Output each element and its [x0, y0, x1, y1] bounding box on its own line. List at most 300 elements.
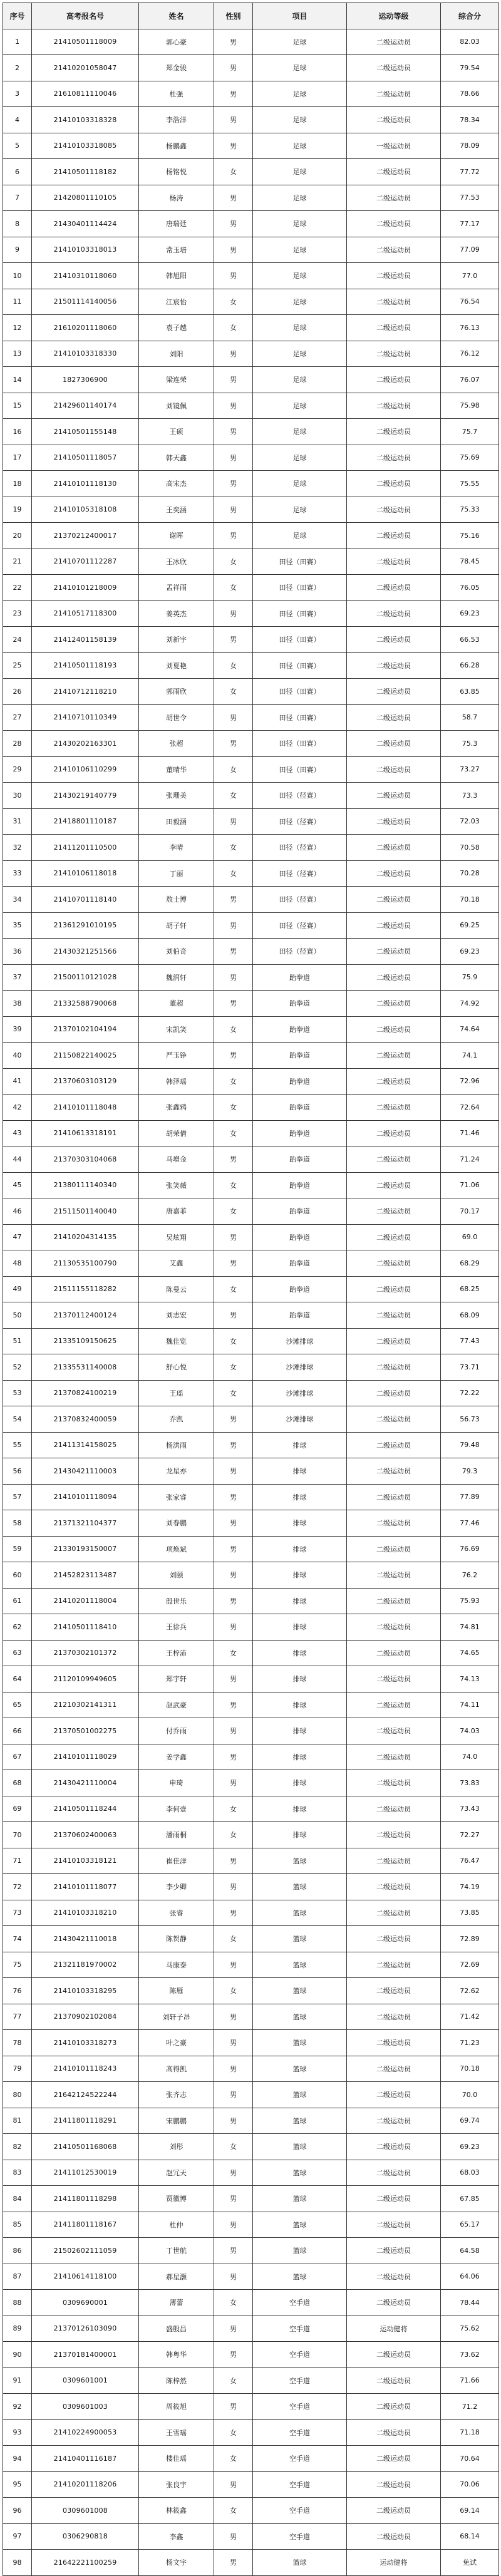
table-row — [3, 1536, 499, 1562]
table-row — [3, 1380, 499, 1406]
cell-name: 宋鹏鹏 — [139, 2108, 214, 2134]
cell-athlete-level: 二级运动员 — [347, 2498, 441, 2524]
cell-sport: 足球 — [253, 315, 347, 341]
cell-athlete-level: 二级运动员 — [347, 939, 441, 965]
cell-name: 叶之豪 — [139, 2030, 214, 2056]
table-row — [3, 783, 499, 809]
cell-total-score: 76.12 — [441, 341, 499, 367]
cell-sex: 男 — [214, 2342, 253, 2368]
cell-sex: 男 — [214, 2212, 253, 2238]
cell-sport: 篮球 — [253, 2134, 347, 2160]
cell-total-score: 77.72 — [441, 159, 499, 185]
cell-index: 86 — [3, 2238, 32, 2264]
cell-index: 88 — [3, 2290, 32, 2316]
cell-athlete-level: 二级运动员 — [347, 1250, 441, 1277]
cell-sex: 男 — [214, 1224, 253, 1250]
cell-name: 刘彤 — [139, 2134, 214, 2160]
cell-athlete-level: 二级运动员 — [347, 1614, 441, 1641]
cell-athlete-level: 二级运动员 — [347, 1718, 441, 1744]
cell-sex: 男 — [214, 2550, 253, 2576]
cell-name: 刘阳 — [139, 341, 214, 367]
cell-index: 57 — [3, 1484, 32, 1510]
cell-total-score: 75.16 — [441, 523, 499, 549]
cell-name: 陈梓然 — [139, 2367, 214, 2394]
table-row — [3, 1250, 499, 1277]
cell-athlete-level: 二级运动员 — [347, 600, 441, 627]
cell-exam-id: 21430421110018 — [32, 1926, 139, 1952]
cell-name: 王梓沛 — [139, 1640, 214, 1666]
cell-name: 胡荣倩 — [139, 1120, 214, 1146]
table-row — [3, 991, 499, 1017]
cell-sex: 男 — [214, 81, 253, 107]
cell-sport: 篮球 — [253, 1848, 347, 1874]
cell-total-score: 69.25 — [441, 912, 499, 939]
cell-sex: 男 — [214, 237, 253, 263]
table-row — [3, 939, 499, 965]
cell-athlete-level: 二级运动员 — [347, 808, 441, 835]
table-row — [3, 2471, 499, 2498]
cell-sport: 足球 — [253, 471, 347, 497]
cell-athlete-level: 运动健将 — [347, 2550, 441, 2576]
cell-sex: 女 — [214, 1328, 253, 1354]
cell-sport: 田径（径赛） — [253, 939, 347, 965]
cell-sex: 女 — [214, 835, 253, 861]
cell-sport: 空手道 — [253, 2290, 347, 2316]
table-row — [3, 263, 499, 289]
cell-exam-id: 21420801110105 — [32, 185, 139, 211]
cell-athlete-level: 一级运动员 — [347, 133, 441, 159]
cell-total-score: 78.66 — [441, 81, 499, 107]
cell-athlete-level: 二级运动员 — [347, 1458, 441, 1485]
cell-exam-id: 21410101118029 — [32, 1744, 139, 1770]
cell-athlete-level: 二级运动员 — [347, 2160, 441, 2186]
cell-exam-id: 21429601140174 — [32, 393, 139, 419]
cell-sport: 排球 — [253, 1536, 347, 1562]
cell-athlete-level: 二级运动员 — [347, 289, 441, 315]
cell-index: 77 — [3, 2004, 32, 2030]
cell-sport: 篮球 — [253, 2004, 347, 2030]
cell-total-score: 69.74 — [441, 2108, 499, 2134]
cell-exam-id: 21452823113487 — [32, 1562, 139, 1589]
cell-sex: 女 — [214, 1016, 253, 1043]
table-row — [3, 1406, 499, 1433]
cell-athlete-level: 二级运动员 — [347, 1952, 441, 1978]
cell-sport: 篮球 — [253, 1900, 347, 1926]
cell-exam-id: 21410501118410 — [32, 1614, 139, 1641]
cell-total-score: 73.85 — [441, 1900, 499, 1926]
table-row — [3, 497, 499, 523]
cell-exam-id: 21411801118291 — [32, 2108, 139, 2134]
cell-index: 81 — [3, 2108, 32, 2134]
cell-name: 郑金骏 — [139, 55, 214, 81]
table-row — [3, 1043, 499, 1069]
cell-sex: 男 — [214, 523, 253, 549]
table-row — [3, 1354, 499, 1381]
cell-exam-id: 0309601001 — [32, 2367, 139, 2394]
cell-sport: 足球 — [253, 419, 347, 445]
cell-index: 52 — [3, 1354, 32, 1381]
cell-index: 51 — [3, 1328, 32, 1354]
cell-athlete-level: 二级运动员 — [347, 1120, 441, 1146]
cell-index: 68 — [3, 1770, 32, 1796]
cell-exam-id: 21410201118206 — [32, 2471, 139, 2498]
cell-sport: 排球 — [253, 1562, 347, 1589]
cell-exam-id: 21500110121028 — [32, 964, 139, 991]
cell-sport: 篮球 — [253, 1952, 347, 1978]
cell-name: 董晴华 — [139, 756, 214, 783]
cell-athlete-level: 二级运动员 — [347, 1043, 441, 1069]
cell-index: 4 — [3, 107, 32, 133]
cell-name: 周筱旭 — [139, 2394, 214, 2420]
cell-exam-id: 21370303104068 — [32, 1146, 139, 1173]
cell-total-score: 74.64 — [441, 1016, 499, 1043]
cell-athlete-level: 二级运动员 — [347, 1224, 441, 1250]
cell-athlete-level: 二级运动员 — [347, 237, 441, 263]
cell-athlete-level: 二级运动员 — [347, 575, 441, 601]
table-row — [3, 2290, 499, 2316]
cell-total-score: 74.65 — [441, 1640, 499, 1666]
cell-sport: 田径（径赛） — [253, 808, 347, 835]
cell-athlete-level: 二级运动员 — [347, 1562, 441, 1589]
cell-total-score: 79.48 — [441, 1432, 499, 1458]
cell-exam-id: 21410101218009 — [32, 575, 139, 601]
cell-sport: 足球 — [253, 445, 347, 471]
cell-sport: 跆拳道 — [253, 1224, 347, 1250]
cell-name: 刘轩子昂 — [139, 2004, 214, 2030]
cell-athlete-level: 二级运动员 — [347, 2134, 441, 2160]
cell-sport: 足球 — [253, 523, 347, 549]
cell-athlete-level: 二级运动员 — [347, 887, 441, 913]
cell-sport: 跆拳道 — [253, 1043, 347, 1069]
cell-sex: 男 — [214, 704, 253, 731]
table-row — [3, 679, 499, 705]
cell-sex: 男 — [214, 887, 253, 913]
cell-total-score: 70.0 — [441, 2082, 499, 2108]
cell-name: 申琦 — [139, 1770, 214, 1796]
cell-sport: 沙滩排球 — [253, 1380, 347, 1406]
cell-exam-id: 21335109150625 — [32, 1328, 139, 1354]
cell-athlete-level: 二级运动员 — [347, 1276, 441, 1302]
table-row — [3, 2030, 499, 2056]
cell-name: 郝星灏 — [139, 2264, 214, 2290]
cell-name: 刘伯奇 — [139, 939, 214, 965]
cell-total-score: 72.96 — [441, 1068, 499, 1095]
cell-name: 王冰欣 — [139, 549, 214, 575]
cell-sex: 男 — [214, 600, 253, 627]
cell-exam-id: 21430401114424 — [32, 211, 139, 237]
cell-index: 49 — [3, 1276, 32, 1302]
table-row — [3, 1822, 499, 1848]
cell-exam-id: 21410712118210 — [32, 679, 139, 705]
cell-exam-id: 21410101118048 — [32, 1095, 139, 1121]
cell-sport: 沙滩排球 — [253, 1406, 347, 1433]
cell-total-score: 78.45 — [441, 549, 499, 575]
cell-index: 40 — [3, 1043, 32, 1069]
cell-athlete-level: 二级运动员 — [347, 756, 441, 783]
cell-sport: 排球 — [253, 1692, 347, 1718]
cell-sex: 男 — [214, 2394, 253, 2420]
table-row — [3, 835, 499, 861]
table-row — [3, 2004, 499, 2030]
cell-index: 50 — [3, 1302, 32, 1329]
cell-index: 48 — [3, 1250, 32, 1277]
cell-athlete-level: 二级运动员 — [347, 1822, 441, 1848]
cell-name: 袁子越 — [139, 315, 214, 341]
cell-athlete-level: 二级运动员 — [347, 211, 441, 237]
cell-total-score: 58.7 — [441, 704, 499, 731]
cell-exam-id: 21335531140008 — [32, 1354, 139, 1381]
cell-sport: 排球 — [253, 1510, 347, 1537]
cell-athlete-level: 二级运动员 — [347, 1770, 441, 1796]
cell-name: 刘镜佩 — [139, 393, 214, 419]
cell-sex: 男 — [214, 2004, 253, 2030]
cell-sport: 跆拳道 — [253, 1250, 347, 1277]
cell-index: 28 — [3, 731, 32, 757]
cell-sport: 排球 — [253, 1588, 347, 1614]
cell-name: 杨涛 — [139, 185, 214, 211]
cell-exam-id: 21410613318191 — [32, 1120, 139, 1146]
cell-sex: 男 — [214, 419, 253, 445]
cell-total-score: 75.62 — [441, 2316, 499, 2342]
cell-exam-id: 1827306900 — [32, 367, 139, 393]
cell-name: 张齐志 — [139, 2082, 214, 2108]
cell-name: 李鑫 — [139, 2523, 214, 2550]
cell-index: 69 — [3, 1796, 32, 1822]
cell-sex: 男 — [214, 1406, 253, 1433]
cell-index: 61 — [3, 1588, 32, 1614]
cell-name: 贾徽博 — [139, 2186, 214, 2212]
table-row — [3, 159, 499, 185]
table-row — [3, 887, 499, 913]
cell-total-score: 72.69 — [441, 1952, 499, 1978]
header-exam-id: 高考报名号 — [32, 3, 139, 29]
cell-total-score: 73.27 — [441, 756, 499, 783]
cell-total-score: 70.28 — [441, 860, 499, 887]
cell-name: 宋凯笑 — [139, 1016, 214, 1043]
cell-name: 崔佳洋 — [139, 1848, 214, 1874]
cell-name: 杨鹏鑫 — [139, 133, 214, 159]
cell-total-score: 73.3 — [441, 783, 499, 809]
cell-sport: 排球 — [253, 1770, 347, 1796]
cell-sex: 女 — [214, 2446, 253, 2472]
cell-exam-id: 21511155118282 — [32, 1276, 139, 1302]
cell-total-score: 69.23 — [441, 600, 499, 627]
table-row — [3, 1692, 499, 1718]
cell-sex: 男 — [214, 1250, 253, 1277]
cell-athlete-level: 二级运动员 — [347, 2419, 441, 2446]
cell-athlete-level: 二级运动员 — [347, 860, 441, 887]
table-row — [3, 2134, 499, 2160]
cell-sex: 女 — [214, 756, 253, 783]
cell-index: 97 — [3, 2523, 32, 2550]
cell-index: 12 — [3, 315, 32, 341]
cell-sex: 男 — [214, 211, 253, 237]
table-row — [3, 1744, 499, 1770]
cell-total-score: 74.11 — [441, 1692, 499, 1718]
cell-index: 71 — [3, 1848, 32, 1874]
cell-total-score: 71.46 — [441, 1120, 499, 1146]
cell-name: 杨洪雨 — [139, 1432, 214, 1458]
cell-sex: 女 — [214, 1926, 253, 1952]
cell-index: 2 — [3, 55, 32, 81]
cell-sex: 男 — [214, 1770, 253, 1796]
table-row — [3, 237, 499, 263]
table-row — [3, 1796, 499, 1822]
cell-sex: 男 — [214, 2238, 253, 2264]
cell-index: 33 — [3, 860, 32, 887]
header-sex: 性别 — [214, 3, 253, 29]
cell-exam-id: 21501114140056 — [32, 289, 139, 315]
cell-total-score: 77.17 — [441, 211, 499, 237]
table-row — [3, 1770, 499, 1796]
cell-exam-id: 21410501155148 — [32, 419, 139, 445]
cell-name: 张睿 — [139, 1900, 214, 1926]
cell-exam-id: 21410103318328 — [32, 107, 139, 133]
table-row — [3, 2160, 499, 2186]
cell-sex: 男 — [214, 808, 253, 835]
cell-sex: 男 — [214, 627, 253, 653]
cell-sport: 足球 — [253, 211, 347, 237]
table-row — [3, 393, 499, 419]
cell-name: 田毅涵 — [139, 808, 214, 835]
cell-total-score: 56.73 — [441, 1406, 499, 1433]
cell-name: 陈雁 — [139, 1978, 214, 2004]
cell-exam-id: 21610201118060 — [32, 315, 139, 341]
cell-exam-id: 0309690001 — [32, 2290, 139, 2316]
table-row — [3, 860, 499, 887]
table-row — [3, 652, 499, 679]
cell-exam-id: 21410105318108 — [32, 497, 139, 523]
cell-sport: 排球 — [253, 1796, 347, 1822]
cell-athlete-level: 二级运动员 — [347, 1380, 441, 1406]
cell-sex: 女 — [214, 1068, 253, 1095]
cell-sex: 男 — [214, 912, 253, 939]
cell-name: 张良宇 — [139, 2471, 214, 2498]
cell-exam-id: 21411314158025 — [32, 1432, 139, 1458]
cell-exam-id: 21410201058047 — [32, 55, 139, 81]
cell-total-score: 免试 — [441, 2550, 499, 2576]
cell-index: 3 — [3, 81, 32, 107]
cell-name: 张笑薇 — [139, 1172, 214, 1198]
cell-exam-id: 21410224900053 — [32, 2419, 139, 2446]
cell-name: 韩粤华 — [139, 2342, 214, 2368]
cell-sex: 女 — [214, 2367, 253, 2394]
cell-exam-id: 0309601008 — [32, 2498, 139, 2524]
cell-index: 79 — [3, 2056, 32, 2082]
cell-sport: 跆拳道 — [253, 1146, 347, 1173]
cell-name: 韩旭阳 — [139, 263, 214, 289]
cell-sport: 排球 — [253, 1822, 347, 1848]
cell-sport: 跆拳道 — [253, 1172, 347, 1198]
cell-name: 杜仲 — [139, 2212, 214, 2238]
cell-exam-id: 21120109949605 — [32, 1666, 139, 1692]
cell-total-score: 76.54 — [441, 289, 499, 315]
cell-sport: 田径（田赛） — [253, 756, 347, 783]
cell-athlete-level: 二级运动员 — [347, 393, 441, 419]
cell-sex: 男 — [214, 445, 253, 471]
cell-name: 魏润轩 — [139, 964, 214, 991]
cell-total-score: 71.42 — [441, 2004, 499, 2030]
cell-index: 91 — [3, 2367, 32, 2394]
cell-athlete-level: 二级运动员 — [347, 731, 441, 757]
cell-total-score: 69.14 — [441, 2498, 499, 2524]
cell-index: 95 — [3, 2471, 32, 2498]
cell-total-score: 73.83 — [441, 1770, 499, 1796]
cell-index: 72 — [3, 1874, 32, 1900]
cell-name: 张珊美 — [139, 783, 214, 809]
cell-index: 92 — [3, 2394, 32, 2420]
cell-index: 75 — [3, 1952, 32, 1978]
cell-name: 李何壹 — [139, 1796, 214, 1822]
table-row — [3, 704, 499, 731]
cell-athlete-level: 二级运动员 — [347, 1926, 441, 1952]
cell-sex: 男 — [214, 497, 253, 523]
cell-athlete-level: 二级运动员 — [347, 55, 441, 81]
cell-total-score: 71.18 — [441, 2419, 499, 2446]
cell-athlete-level: 二级运动员 — [347, 107, 441, 133]
cell-athlete-level: 二级运动员 — [347, 1172, 441, 1198]
cell-name: 丁丽 — [139, 860, 214, 887]
cell-athlete-level: 二级运动员 — [347, 549, 441, 575]
cell-total-score: 75.93 — [441, 1588, 499, 1614]
cell-total-score: 64.06 — [441, 2264, 499, 2290]
cell-sex: 男 — [214, 1614, 253, 1641]
cell-name: 丁世航 — [139, 2238, 214, 2264]
table-row — [3, 1926, 499, 1952]
cell-name: 高宋杰 — [139, 471, 214, 497]
cell-sport: 跆拳道 — [253, 1302, 347, 1329]
cell-sport: 空手道 — [253, 2367, 347, 2394]
cell-exam-id: 21371321104377 — [32, 1510, 139, 1537]
cell-total-score: 71.23 — [441, 2030, 499, 2056]
cell-sport: 足球 — [253, 393, 347, 419]
cell-total-score: 72.27 — [441, 1822, 499, 1848]
cell-sport: 排球 — [253, 1484, 347, 1510]
cell-sport: 田径（田赛） — [253, 575, 347, 601]
cell-sex: 女 — [214, 860, 253, 887]
table-row — [3, 1666, 499, 1692]
cell-sex: 女 — [214, 652, 253, 679]
cell-sex: 男 — [214, 1302, 253, 1329]
cell-sport: 篮球 — [253, 2108, 347, 2134]
cell-total-score: 74.81 — [441, 1614, 499, 1641]
cell-exam-id: 21410204314135 — [32, 1224, 139, 1250]
table-row — [3, 211, 499, 237]
table-row — [3, 1562, 499, 1589]
cell-athlete-level: 二级运动员 — [347, 1666, 441, 1692]
cell-sport: 排球 — [253, 1458, 347, 1485]
cell-sport: 空手道 — [253, 2342, 347, 2368]
cell-total-score: 82.03 — [441, 29, 499, 55]
table-row — [3, 107, 499, 133]
cell-index: 35 — [3, 912, 32, 939]
cell-name: 刘夏艳 — [139, 652, 214, 679]
cell-athlete-level: 二级运动员 — [347, 2264, 441, 2290]
table-row — [3, 1068, 499, 1095]
cell-index: 16 — [3, 419, 32, 445]
cell-name: 谢晖 — [139, 523, 214, 549]
table-row — [3, 315, 499, 341]
table-row — [3, 55, 499, 81]
table-row — [3, 2212, 499, 2238]
cell-total-score: 72.62 — [441, 1978, 499, 2004]
table-row — [3, 29, 499, 55]
cell-athlete-level: 二级运动员 — [347, 2238, 441, 2264]
cell-name: 胡世令 — [139, 704, 214, 731]
cell-exam-id: 21411201110500 — [32, 835, 139, 861]
cell-name: 魏佳览 — [139, 1328, 214, 1354]
cell-exam-id: 0306290818 — [32, 2523, 139, 2550]
